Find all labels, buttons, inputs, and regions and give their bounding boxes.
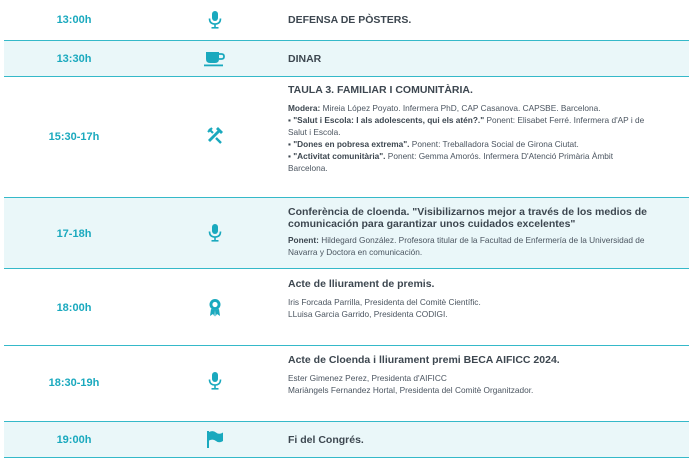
schedule-row [4, 41, 689, 77]
microphone-icon [200, 370, 230, 392]
detail-line: ▪ "Salut i Escola: I als adolescents, qui els atén?." Ponent: Elisabet Ferré. Infermera d'AP i de [288, 115, 645, 125]
session-title: Fi del Congrés. [288, 434, 364, 446]
award-icon [200, 296, 230, 318]
detail-line: Salut i Escola. [288, 127, 341, 137]
schedule-row [4, 198, 689, 269]
tools-icon [200, 124, 230, 146]
session-details [288, 234, 679, 258]
time-label: 13:30h [56, 53, 92, 65]
detail-line: ▪ "Activitat comunitària". Ponent: Gemma Amorós. Infermera D'Atenció Primària Àmbit [288, 151, 614, 161]
time-label: 13:00h [56, 14, 92, 26]
detail-line: Navarra y Doctora en comunicación. [288, 247, 423, 257]
detail-line: Ester Gimenez Perez, Presidenta d'AIFICC [288, 373, 447, 383]
detail-line: Mariàngels Fernandez Hortal, Presidenta del Comitè Organitzador. [288, 385, 534, 395]
session-details [288, 102, 679, 174]
detail-line: Iris Forcada Parrilla, Presidenta del Comitè Científic. [288, 297, 481, 307]
schedule-row [4, 0, 689, 41]
session-title: TAULA 3. FAMILIAR I COMUNITÀRIA. [288, 84, 473, 96]
schedule-row [4, 77, 689, 198]
session-details [288, 372, 679, 396]
time-label: 17-18h [56, 228, 92, 240]
microphone-icon [200, 9, 230, 31]
session-title: Acte de lliurament de premis. [288, 278, 435, 290]
detail-line: Modera: Mireia López Poyato. Infermera PhD, CAP Casanova. CAPSBE. Barcelona. [288, 103, 601, 113]
coffee-cup-icon [200, 48, 230, 70]
detail-line: LLuisa Garcia Garrido, Presidenta CODIGI. [288, 309, 448, 319]
microphone-icon [200, 222, 230, 244]
session-title: Acte de Cloenda i lliurament premi BECA AIFICC 2024. [288, 354, 560, 366]
schedule-row [4, 422, 689, 458]
time-label: 15:30-17h [48, 131, 100, 143]
schedule-row [4, 346, 689, 422]
session-title: DINAR [288, 53, 322, 65]
detail-line: Ponent: Hildegard González. Profesora titular de la Facultad de Enfermería de la Universidad de [288, 235, 645, 245]
session-details [288, 296, 679, 320]
time-label: 19:00h [56, 434, 92, 446]
detail-line: Barcelona. [288, 163, 328, 173]
detail-line: ▪ "Dones en pobresa extrema". Ponent: Treballadora Social de Girona Ciutat. [288, 139, 579, 149]
schedule-row [4, 269, 689, 346]
session-title: Conferència de cloenda. "Visibilizarnos mejor a través de los medios de comunicación para garantizar unos cuidados excelentes" [288, 206, 647, 230]
time-label: 18:30-19h [48, 377, 100, 389]
session-title: DEFENSA DE PÒSTERS. [288, 14, 412, 26]
time-label: 18:00h [56, 302, 92, 314]
flag-icon [200, 428, 230, 450]
